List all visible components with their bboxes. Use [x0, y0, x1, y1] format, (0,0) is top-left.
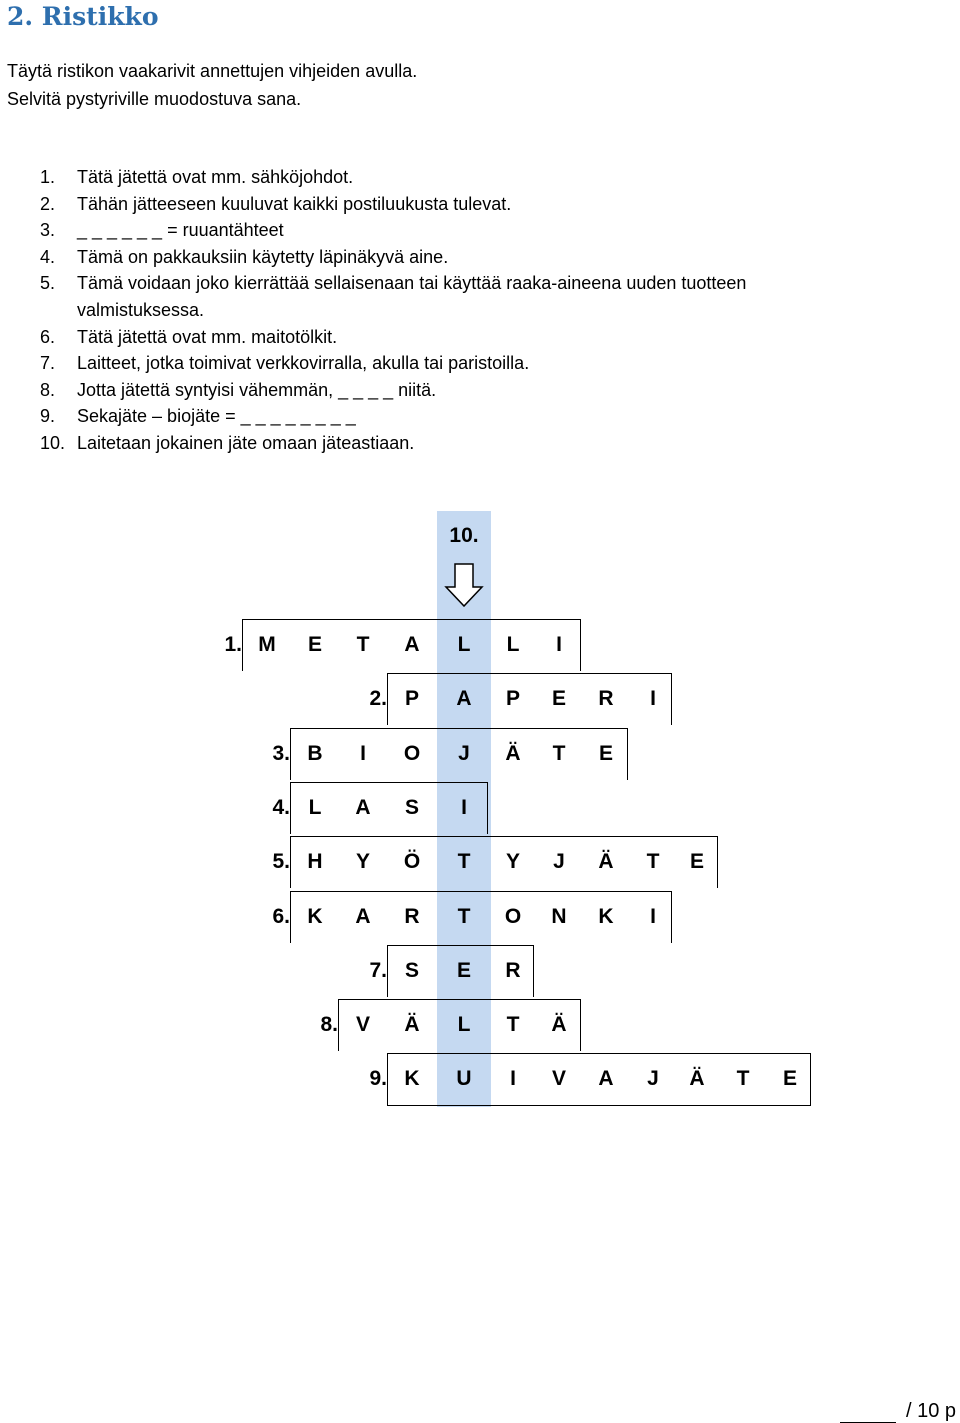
letter-cell[interactable]: I: [556, 633, 562, 656]
letter-cell[interactable]: Y: [355, 850, 370, 873]
clue-text: valmistuksessa.: [77, 300, 205, 320]
letter-cell[interactable]: A: [355, 796, 371, 819]
clue-text: Jotta jätettä syntyisi vähemmän, _ _ _ _ niitä.: [77, 379, 437, 400]
instruction-line: Selvitä pystyriville muodostuva sana.: [7, 89, 302, 109]
letter-cell[interactable]: M: [258, 633, 276, 656]
letter-cell[interactable]: E: [598, 742, 613, 765]
letter-cell[interactable]: R: [404, 905, 420, 928]
letter-cell[interactable]: O: [403, 742, 421, 765]
row-number: 3.: [272, 742, 290, 765]
letter-cell[interactable]: R: [505, 959, 521, 982]
letter-cell[interactable]: L: [308, 796, 322, 819]
letter-cell[interactable]: K: [598, 905, 614, 928]
clue-number: 2.: [40, 193, 56, 214]
clue-text: Laitteet, jotka toimivat verkkovirralla, akulla tai paristoilla.: [77, 353, 530, 374]
letter-cell[interactable]: T: [736, 1067, 750, 1090]
row-number: 7.: [369, 959, 387, 982]
clue-number: 6.: [40, 326, 56, 347]
row-number: 2.: [369, 687, 387, 710]
letter-cell[interactable]: Y: [505, 850, 520, 873]
solution-column-label: 10.: [449, 524, 479, 547]
score-field: [840, 1400, 956, 1423]
letter-cell[interactable]: E: [456, 959, 471, 982]
clue-number: 4.: [40, 246, 56, 267]
letter-cell[interactable]: P: [404, 687, 419, 710]
letter-cell[interactable]: J: [553, 850, 565, 873]
letter-cell[interactable]: I: [510, 1067, 516, 1090]
letter-cell[interactable]: A: [456, 687, 472, 710]
letter-cell[interactable]: S: [404, 796, 419, 819]
letter-cell[interactable]: Ä: [551, 1013, 567, 1036]
clue-text: Tämä voidaan joko kierrättää sellaisenaan tai käyttää raaka-aineena uuden tuotteen: [77, 273, 747, 294]
letter-cell[interactable]: V: [355, 1013, 370, 1036]
letter-cell[interactable]: A: [598, 1067, 614, 1090]
letter-cell[interactable]: E: [689, 850, 704, 873]
letter-cell[interactable]: K: [307, 905, 323, 928]
letter-cell[interactable]: T: [457, 850, 471, 873]
row-number: 6.: [272, 905, 290, 928]
clue-text: Tätä jätettä ovat mm. sähköjohdot.: [77, 167, 354, 187]
letter-cell[interactable]: T: [506, 1013, 520, 1036]
letter-cell[interactable]: S: [404, 959, 419, 982]
letter-cell[interactable]: R: [598, 687, 614, 710]
letter-cell[interactable]: L: [457, 1013, 471, 1036]
letter-cell[interactable]: E: [782, 1067, 797, 1090]
clue-number: 8.: [40, 379, 56, 400]
letter-cell[interactable]: N: [551, 905, 567, 928]
score-total: / 10 p: [905, 1400, 956, 1422]
clue-text: Tätä jätettä ovat mm. maitotölkit.: [77, 326, 338, 347]
clue-text: _ _ _ _ _ _ = ruuantähteet: [77, 220, 284, 241]
row-number: 9.: [369, 1067, 387, 1090]
letter-cell[interactable]: P: [505, 687, 520, 710]
clue-text: Tämä on pakkauksiin käytetty läpinäkyvä aine.: [77, 246, 449, 267]
letter-cell[interactable]: L: [457, 633, 471, 656]
letter-cell[interactable]: T: [646, 850, 660, 873]
row-number: 5.: [272, 850, 290, 873]
letter-cell[interactable]: I: [650, 905, 656, 928]
letter-cell[interactable]: I: [360, 742, 366, 765]
letter-cell[interactable]: T: [552, 742, 566, 765]
clue-text: Laitetaan jokainen jäte omaan jäteastiaan.: [77, 433, 415, 453]
letter-cell[interactable]: J: [458, 742, 470, 765]
clue-number: 5.: [40, 273, 56, 294]
score-input-line[interactable]: [840, 1402, 896, 1423]
clue-number: 10.: [40, 433, 66, 453]
instruction-line: Täytä ristikon vaakarivit annettujen vihjeiden avulla.: [7, 61, 418, 81]
letter-cell[interactable]: Ä: [689, 1067, 705, 1090]
letter-cell[interactable]: A: [355, 905, 371, 928]
clue-number: 3.: [40, 220, 56, 241]
letter-cell[interactable]: E: [307, 633, 322, 656]
letter-cell[interactable]: Ä: [505, 742, 521, 765]
row-number: 1.: [224, 633, 242, 656]
letter-cell[interactable]: Ä: [404, 1013, 420, 1036]
clue-number: 1.: [40, 167, 56, 187]
page-title: 2. Ristikko: [7, 2, 159, 31]
letter-cell[interactable]: E: [551, 687, 566, 710]
letter-cell[interactable]: T: [457, 905, 471, 928]
letter-cell[interactable]: O: [504, 905, 522, 928]
letter-cell[interactable]: U: [456, 1067, 472, 1090]
letter-cell[interactable]: K: [404, 1067, 420, 1090]
letter-cell[interactable]: L: [506, 633, 520, 656]
letter-cell[interactable]: A: [404, 633, 420, 656]
row-number: 8.: [320, 1013, 338, 1036]
clue-text: Tähän jätteeseen kuuluvat kaikki postiluukusta tulevat.: [77, 193, 512, 214]
letter-cell[interactable]: Ö: [403, 850, 421, 873]
clue-number: 9.: [40, 406, 56, 427]
row-number: 4.: [272, 796, 290, 819]
letter-cell[interactable]: B: [307, 742, 323, 765]
letter-cell[interactable]: I: [461, 796, 467, 819]
clue-text: Sekajäte – biojäte = _ _ _ _ _ _ _ _: [77, 406, 356, 427]
letter-cell[interactable]: I: [650, 687, 656, 710]
down-arrow-icon: [444, 562, 484, 608]
clue-number: 7.: [40, 353, 56, 374]
letter-cell[interactable]: T: [356, 633, 370, 656]
letter-cell[interactable]: H: [307, 850, 323, 873]
letter-cell[interactable]: J: [647, 1067, 659, 1090]
grid-bottom-border: [387, 1105, 811, 1106]
letter-cell[interactable]: Ä: [598, 850, 614, 873]
letter-cell[interactable]: V: [551, 1067, 566, 1090]
